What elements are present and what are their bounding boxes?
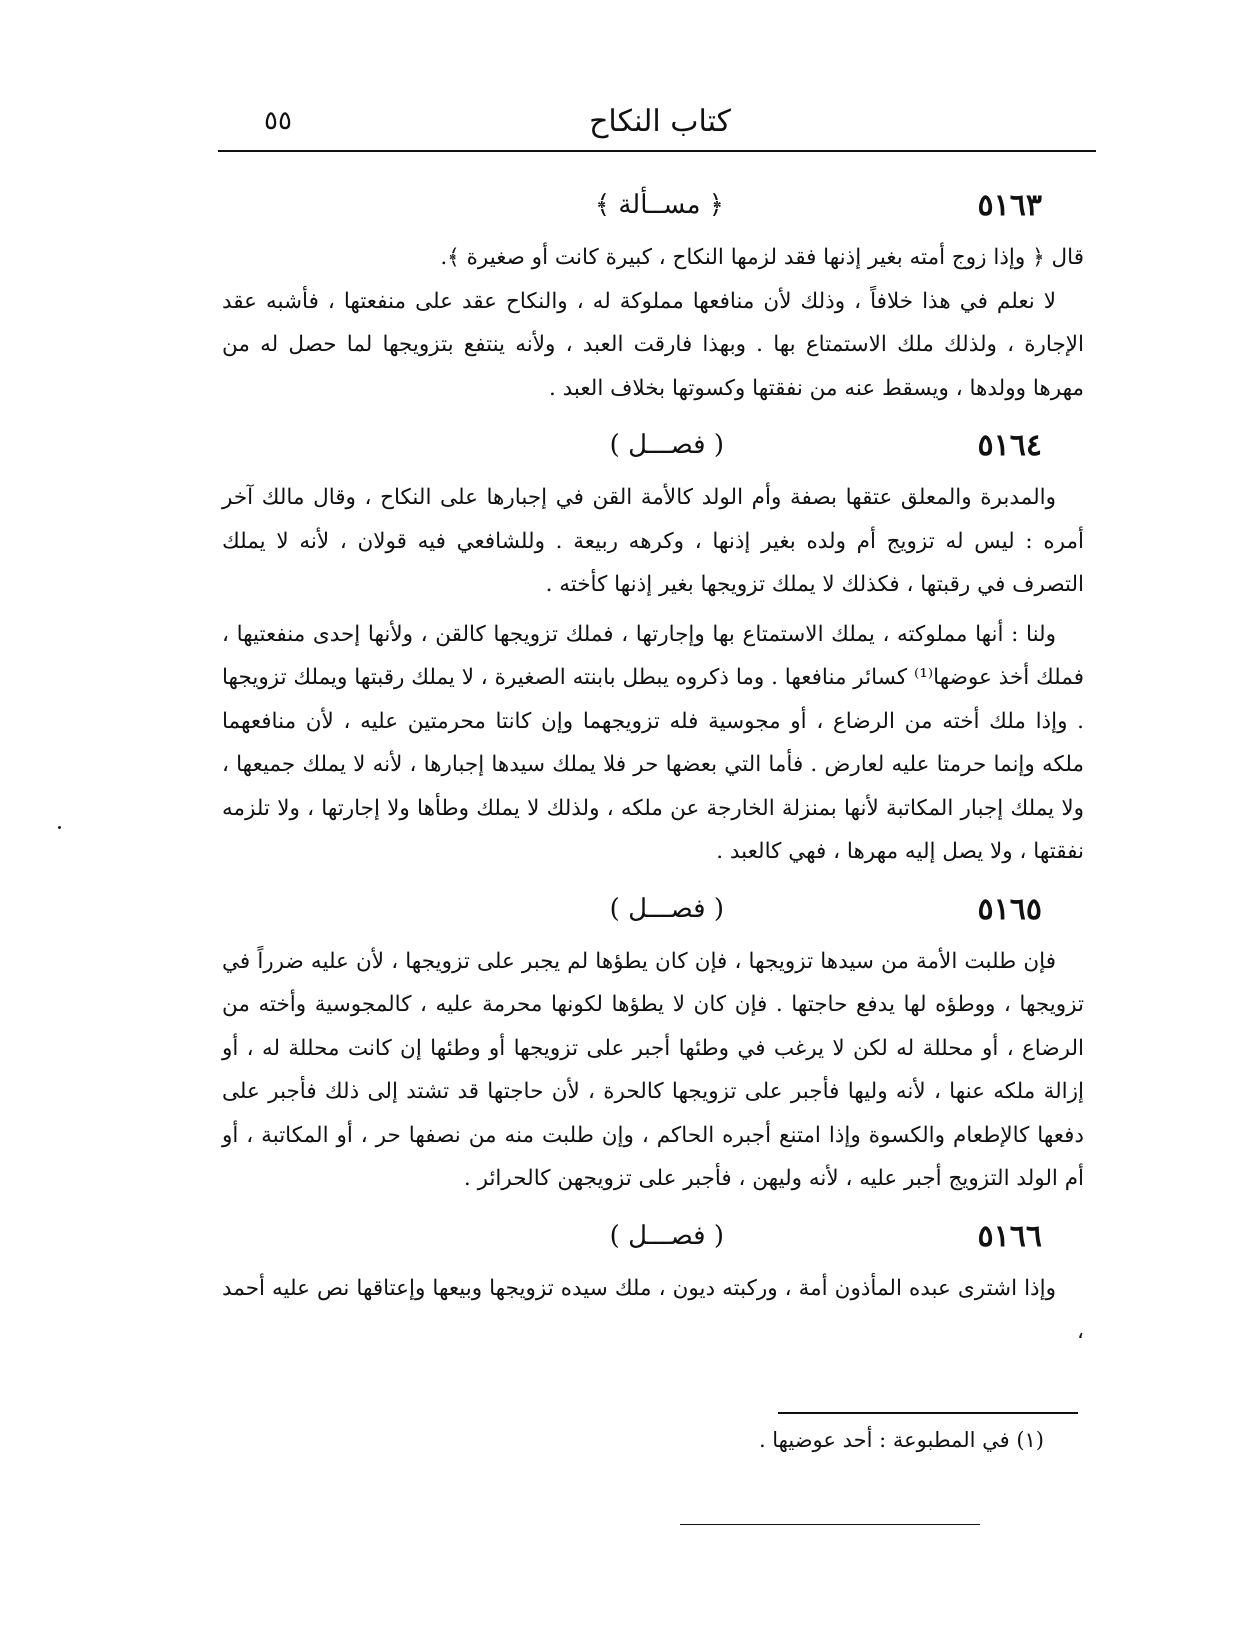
footnote-rule (778, 1412, 1078, 1414)
section-heading (222, 418, 1084, 476)
bottom-rule (680, 1524, 980, 1525)
paragraph: ولنا : أنها مملوكته ، يملك الاستمتاع بها وإجارتها ، فملك تزويجها كالقن ، ولأنها إحدى منفعتيها ، فملك أخذ عوضها⁽¹⁾ كسائر منافعها . وما ذكروه يبطل بابنته الصغيرة ، لا يملك رقبتها ويملك تزويجها . وإذا ملك أخته من الرضاع ، أو مجوسية فله تزويجهما وإن كانتا محرمتين عليه ، لأن منافعهما ملكه وإنما حرمتا عليه لعارض . فأما التي بعضها حر فلا يملك سيدها إجبارها ، لأنه لا يملك جميعها ، ولا يملك إجبار المكاتبة لأنها بمنزلة الخارجة عن ملكه ، ولذلك لا يملك وطأها ولا إجارتها ، ولا تلزمه نفقتها ، ولا يصل إليه مهرها ، فهي كالعبد . (222, 621, 1084, 864)
section-number: ٥١٦٥ (977, 891, 1042, 927)
page-body (222, 178, 1084, 1354)
section-title: ﴿ مســألة ﴾ (594, 190, 724, 220)
section-title: ( فصـــل ) (609, 893, 724, 924)
section-heading (222, 1209, 1084, 1267)
margin-speck (58, 826, 61, 829)
section-heading (222, 178, 1084, 236)
page-number: ٥٥ (264, 106, 292, 136)
section-heading (222, 882, 1084, 940)
page-header (222, 100, 1098, 150)
section-number: ٥١٦٤ (977, 428, 1042, 463)
paragraph: وإذا اشترى عبده المأذون أمة ، وركبته ديون ، ملك سيده تزويجها وبيعها وإعتاقها نص عليه أحمد ، (222, 1275, 1084, 1344)
paragraph: والمدبرة والمعلق عتقها بصفة وأم الولد كالأمة القن في إجبارها على النكاح ، وقال مالك آخر أمره : ليس له تزويج أم ولده بغير إذنها ، وكرهه ربيعة . وللشافعي فيه قولان ، لأنه لا يملك التصرف في رقبتها ، فكذلك لا يملك تزويجها بغير إذنها كأخته . (222, 485, 1084, 597)
footnote: (١) في المطبوعة : أحد عوضيها . (758, 1428, 1044, 1452)
section-title: ( فصـــل ) (609, 1220, 724, 1251)
section-number: ٥١٦٣ (977, 188, 1042, 223)
paragraph: قال ﴿ وإذا زوج أمته بغير إذنها فقد لزمها النكاح ، كبيرة كانت أو صغيرة ﴾. (440, 245, 1084, 270)
paragraph: لا نعلم في هذا خلافاً ، وذلك لأن منافعها مملوكة له ، والنكاح عقد على منفعتها ، فأشبه عقد الإجارة ، ولذلك ملك الاستمتاع بها . وبهذا فارقت العبد ، ولأنه ينتفع بتزويجها لما حصل له من مهرها وولدها ، ويسقط عنه من نفقتها وكسوتها بخلاف العبد . (222, 288, 1084, 401)
running-title: كتاب النكاح (589, 104, 731, 139)
paragraph: فإن طلبت الأمة من سيدها تزويجها ، فإن كان يطؤها لم يجبر على تزويجها ، لأن عليه ضرراً في تزويجها ، ووطؤه لها يدفع حاجتها . فإن كان لا يطؤها لكونها محرمة عليه ، كالمجوسية وأخته من الرضاع ، أو محللة له لكن لا يرغب في وطئها أجبر على تزويجها أو وطئها إن كانت محللة له ، أو إزالة ملكه عنها ، لأنه وليها فأجبر على تزويجها كالحرة ، لأن حاجتها قد تشتد إلى ذلك فأجبر على دفعها كالإطعام والكسوة وإذا امتنع أجبره الحاكم ، وإن طلبت منه من نصفها حر ، أو المكاتبة ، أو أم الولد التزويج أجبر عليه ، لأنه وليهن ، فأجبر على تزويجهن كالحرائر . (222, 948, 1084, 1191)
header-rule (218, 150, 1096, 152)
section-title: ( فصـــل ) (609, 430, 724, 460)
section-number: ٥١٦٦ (977, 1218, 1042, 1254)
